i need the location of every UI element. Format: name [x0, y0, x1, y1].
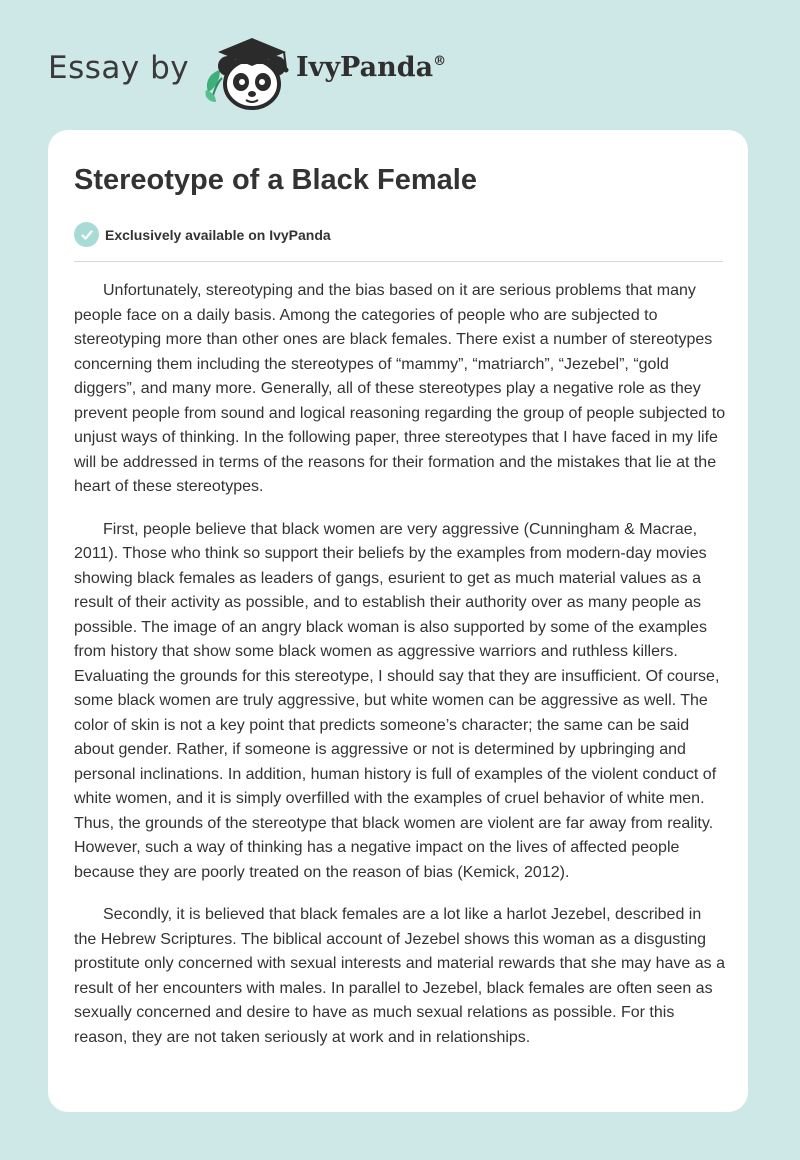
- divider: [74, 261, 723, 262]
- paragraph: Unfortunately, stereotyping and the bias based on it are serious problems that many people face on a daily basis. Among the categories of people who are subjected to stereotyping more than other ones are black females. There exist a number of stereotypes concerning them including the stereotypes of “mammy”, “matriarch”, “Jezebel”, “gold diggers”, and many more. Generally, all of these stereotypes play a negative role as they prevent people from sound and logical reasoning regarding the group of people subjected to unjust ways of thinking. In the following paper, three stereotypes that I have faced in my life will be addressed in terms of the reasons for their formation and the mistakes that lie at the heart of these stereotypes.: [74, 282, 726, 495]
- essay-by-label: Essay by: [48, 50, 190, 86]
- page-title: Stereotype of a Black Female: [74, 164, 477, 196]
- check-icon: [74, 222, 99, 247]
- essay-body: [74, 279, 726, 1068]
- badge-label: Exclusively available on IvyPanda: [105, 226, 331, 243]
- site-header: [0, 0, 800, 130]
- essay-card: [48, 130, 748, 1112]
- brand-name[interactable]: [296, 52, 446, 83]
- exclusive-badge: [74, 222, 331, 247]
- panda-logo-icon[interactable]: [198, 30, 298, 112]
- paragraph: Secondly, it is believed that black females are a lot like a harlot Jezebel, described in the Hebrew Scriptures. The biblical account of Jezebel shows this woman as a disgusting prostitute only concerned with sexual interests and material rewards that she may have as a result of her encounters with males. In parallel to Jezebel, black females are often seen as sexually concerned and desire to have as much sexual relations as possible. For this reason, they are not taken seriously at work and in relationships.: [74, 906, 725, 1046]
- brand-name-text: IvyPanda: [296, 52, 434, 83]
- registered-mark: ®: [433, 54, 447, 69]
- paragraph: First, people believe that black women are very aggressive (Cunningham & Macrae, 2011). Those who think so support their beliefs by the examples from modern-day movies showing black females as leaders of gangs, esurient to get as much material values as a result of their activity as possible, and to establish their authority over as many people as possible. The image of an angry black woman is also supported by some of the examples from history that show some black women as aggressive warriors and ruthless killers. Evaluating the grounds for this stereotype, I should say that they are insufficient. Of course, some black women are truly aggressive, but white women can be aggressive as well. The color of skin is not a key point that predicts someone’s character; the same can be said about gender. Rather, if someone is aggressive or not is determined by upbringing and personal inclinations. In addition, human history is full of examples of the violent conduct of white women, and it is simply overfilled with the examples of cruel behavior of white men. Thus, the grounds of the stereotype that black women are violent are far away from reality. However, such a way of thinking has a negative impact on the lives of affected people because they are poorly treated on the reason of bias (Kemick, 2012).: [74, 520, 720, 881]
